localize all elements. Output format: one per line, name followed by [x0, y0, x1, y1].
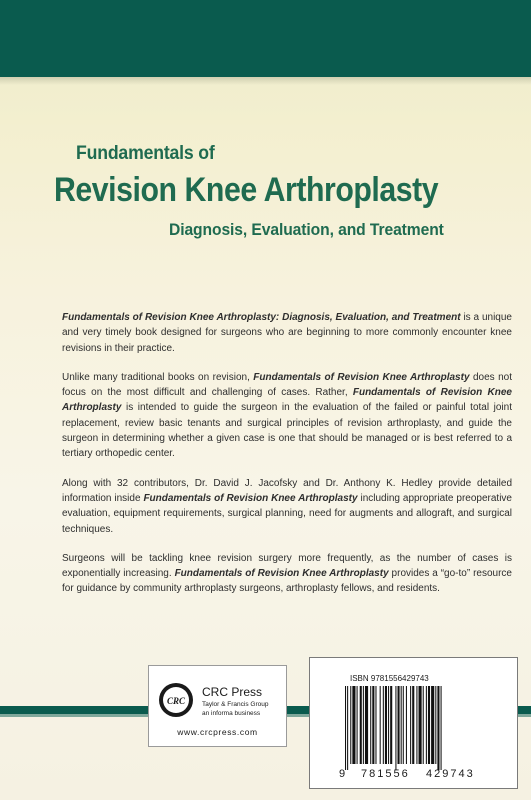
publisher-informa: an informa business — [202, 710, 261, 717]
barcode-bar — [383, 686, 384, 764]
blurb-text: is a unique and very timely book designed for surgeons who are beginning to more commonly encounter knee revisions in their practice. — [62, 312, 512, 354]
barcode-bar — [403, 686, 404, 764]
barcode-bar — [428, 686, 430, 764]
barcode-bar — [437, 686, 439, 770]
barcode-bar — [380, 686, 381, 764]
blurb-text: is intended to guide the surgeon in the evaluation of the failed or painful total joint replacement, review basic tenants and surgical principles of revision arthroplasty, and guide the surgeon in determining whether a given case is one that should be managed or is best referred to a tertiary orthopedic center. — [62, 402, 512, 460]
barcode-bar — [345, 686, 346, 770]
blurb-text: including appropriate preoperative evaluation, equipment requirements, surgical planning, need for augments and allograft, and surgical techniques. — [62, 492, 512, 535]
barcode-digits-right: 429743 — [426, 768, 475, 780]
barcode-box — [309, 657, 518, 789]
barcode-bar — [410, 686, 411, 764]
barcode-bar — [372, 686, 374, 764]
barcode-bar — [350, 686, 351, 764]
barcode-bar — [395, 686, 396, 770]
subtitle: Diagnosis, Evaluation, and Treatment — [169, 220, 444, 239]
barcode-icon — [345, 686, 485, 770]
barcode-bar — [357, 686, 358, 764]
barcode-bar — [426, 686, 427, 764]
publisher-name: CRC Press — [202, 685, 263, 699]
blurb-text: Unlike many traditional books on revision, — [62, 371, 254, 383]
crc-logo-text: CRC — [166, 696, 185, 706]
barcode-bar — [363, 686, 364, 764]
barcode-bar — [423, 686, 424, 764]
publisher-logo-box — [148, 665, 287, 747]
barcode-bar — [416, 686, 417, 764]
book-title-italic: Fundamentals of Revision Knee Arthroplasty — [253, 371, 470, 383]
crc-logo-icon — [159, 683, 193, 717]
blurb-paragraph-4 — [62, 551, 512, 597]
isbn-label: ISBN 9781556429743 — [350, 674, 429, 683]
barcode-digits-left: 781556 — [361, 768, 410, 780]
barcode-bar — [360, 686, 362, 764]
top-color-band — [0, 0, 531, 77]
blurb-text: provides a “go-to” resource for guidance by community arthroplasty surgeons, arthroplasty fellows, and residents. — [62, 568, 512, 595]
barcode-lead-digit: 9 — [339, 768, 346, 780]
book-title-italic: Fundamentals of Revision Knee Arthroplasty: Diagnosis, Evaluation, and Treatment — [62, 312, 461, 323]
barcode-bar — [406, 686, 407, 764]
barcode-bar — [385, 686, 387, 764]
barcode-bar — [390, 686, 392, 764]
barcode-bar — [352, 686, 355, 764]
title-line-1: Fundamentals of — [76, 143, 215, 164]
blurb-text: does not focus on the most difficult and challenging of cases. Rather, — [62, 371, 512, 399]
blurb-text: Along with 32 contributors, Dr. David J. Jacofsky and Dr. Anthony K. Hedley provide detailed information inside — [62, 477, 512, 504]
book-title-italic: Fundamentals of Revision Knee Arthroplasty — [143, 492, 358, 504]
top-band-shadow — [0, 77, 531, 85]
crc-logo-inner — [163, 687, 189, 713]
blurb-text: Surgeons will be tackling knee revision surgery more frequently, as the number of cases is exponentially increasing. — [62, 552, 512, 580]
book-title-italic: Fundamentals of Revision Knee Arthroplasty — [62, 387, 512, 414]
barcode-bar — [388, 686, 389, 764]
description-blurb — [62, 310, 512, 597]
blurb-paragraph-2 — [62, 370, 512, 462]
barcode-bar — [401, 686, 402, 764]
barcode-bar — [365, 686, 368, 764]
barcode-bar — [419, 686, 422, 764]
barcode-bar — [435, 686, 436, 764]
book-title-italic: Fundamentals of Revision Knee Arthroplasty — [174, 568, 389, 580]
barcode-bar — [398, 686, 400, 764]
barcode-bar — [347, 686, 348, 770]
barcode-bar — [441, 686, 442, 770]
blurb-paragraph-1 — [62, 310, 512, 356]
blurb-paragraph-3 — [62, 476, 512, 537]
title-line-2: Revision Knee Arthroplasty — [54, 171, 439, 209]
barcode-bar — [370, 686, 371, 764]
publisher-group: Taylor & Francis Group — [202, 701, 269, 708]
barcode-bar — [412, 686, 414, 764]
barcode-bar — [431, 686, 434, 764]
publisher-url: www.crcpress.com — [177, 727, 258, 737]
barcode-bar — [375, 686, 376, 764]
